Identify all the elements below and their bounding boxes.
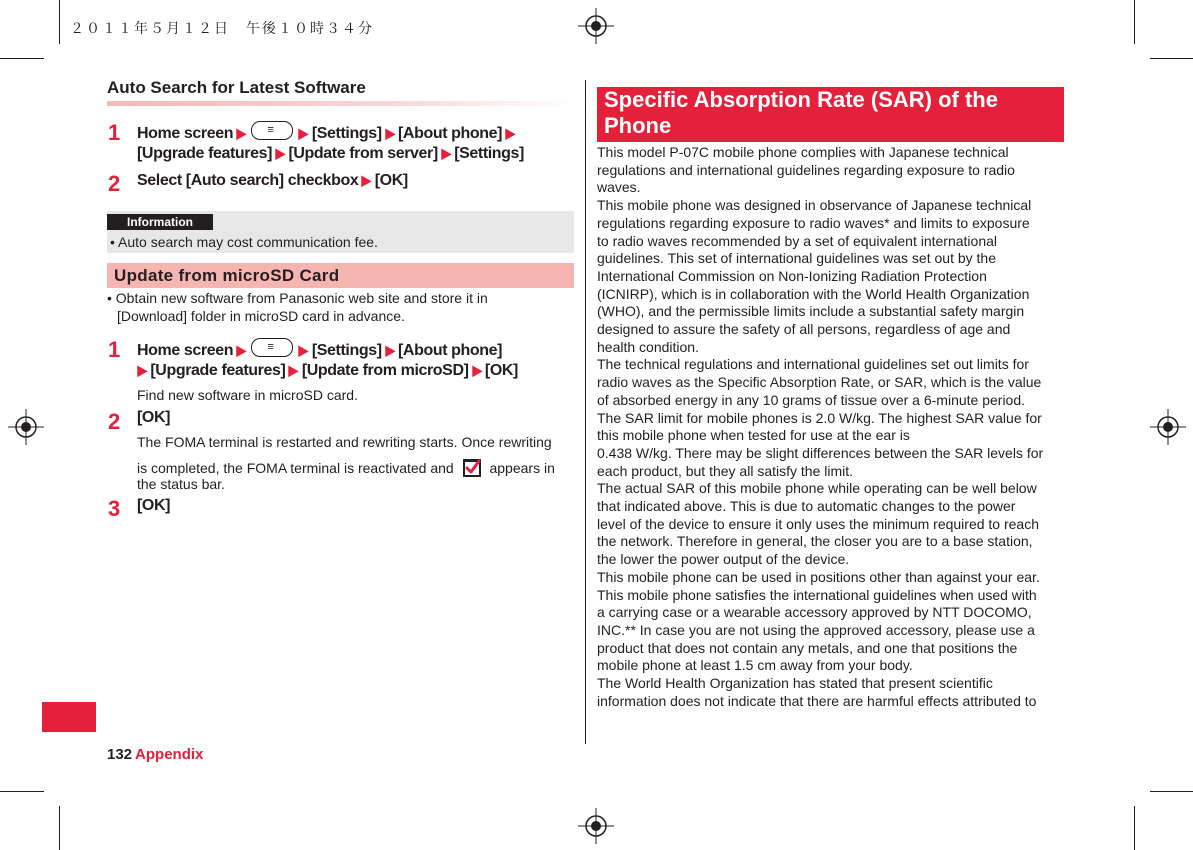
step-instruction xyxy=(137,172,408,190)
sar-body-line: level of the device to ensure it only uses the minimum required to reach xyxy=(597,515,1040,532)
information-label: Information xyxy=(107,214,213,230)
sar-body-line: This model P-07C mobile phone complies with Japanese technical xyxy=(597,144,1009,160)
sar-section-title xyxy=(604,87,1054,139)
arrow-right-icon: ▶ xyxy=(288,362,299,378)
step-note xyxy=(137,458,555,478)
crop-mark xyxy=(59,0,60,44)
column-divider xyxy=(585,80,586,744)
section-title: Auto Search for Latest Software xyxy=(107,78,366,97)
menu-key-icon: ≡ xyxy=(251,121,293,140)
step-number: 2 xyxy=(108,171,121,196)
bullet-text: [Download] folder in microSD card in advance. xyxy=(117,308,405,324)
step-number: 3 xyxy=(108,496,121,521)
arrow-right-icon: ▶ xyxy=(361,172,372,188)
crop-mark xyxy=(1134,0,1135,44)
step-instruction: [OK] xyxy=(137,409,171,426)
sar-body-line: The technical regulations and international guidelines set out limits for xyxy=(597,356,1029,373)
sar-body-line: radio waves as the Specific Absorption Rate, or SAR, which is the value xyxy=(597,374,1042,391)
arrow-right-icon: ▶ xyxy=(236,342,246,358)
sar-body-line: (ICNIRP), which is in collaboration with the World Health Organization xyxy=(597,285,1030,302)
sar-body-line: product that does not contain any metals, and one that positions the xyxy=(597,639,1018,656)
step-text: Home screen xyxy=(137,125,234,142)
sar-body-line: This mobile phone satisfies the international guidelines when used with xyxy=(597,586,1037,603)
crop-mark xyxy=(1150,58,1193,59)
sar-body-line: each product, but they all satisfy the limit. xyxy=(597,462,854,479)
crop-mark xyxy=(1134,806,1135,850)
print-timestamp: ２０１１年５月１２日 午後１０時３４分 xyxy=(70,21,374,37)
step-instruction xyxy=(137,145,524,163)
sar-body-line: This mobile phone was designed in observance of Japanese technical xyxy=(597,197,1032,214)
update-complete-icon xyxy=(462,458,482,478)
page-footer xyxy=(107,746,203,763)
step-note-text: appears in xyxy=(489,460,555,476)
step-text: [Update from server] xyxy=(288,145,438,162)
page-number: 132 xyxy=(107,746,133,763)
sar-body-line: that indicated above. This is due to automatic changes to the power xyxy=(597,498,1016,515)
sar-body-line: the network. Therefore in general, the closer you are to a base station, xyxy=(597,533,1033,550)
sar-body-line: waves. xyxy=(597,179,641,196)
subsection-title: Update from microSD Card xyxy=(114,266,340,285)
registration-mark-icon xyxy=(1150,409,1186,445)
arrow-right-icon: ▶ xyxy=(275,145,285,161)
crop-mark xyxy=(59,806,60,850)
sar-title-line: Specific Absorption Rate (SAR) of the xyxy=(604,87,998,112)
sar-body-line: health condition. xyxy=(597,338,699,355)
sar-body-line: INC.** In case you are not using the approved accessory, please use a xyxy=(597,621,1035,638)
registration-mark-icon xyxy=(578,8,614,44)
section-name: Appendix xyxy=(135,746,204,763)
arrow-right-icon: ▶ xyxy=(441,145,451,161)
arrow-right-icon: ▶ xyxy=(472,362,482,378)
sar-body-line: a carrying case or a wearable accessory approved by NTT DOCOMO, xyxy=(597,604,1032,621)
step-text: [Upgrade features] xyxy=(137,145,273,162)
registration-mark-icon xyxy=(8,409,44,445)
sar-body-text xyxy=(597,144,1067,711)
arrow-right-icon: ▶ xyxy=(385,125,395,141)
step-instruction xyxy=(134,362,518,380)
crop-mark xyxy=(1150,791,1193,792)
sar-body-line: (WHO), and the permissible limits include a substantial safety margin xyxy=(597,303,1025,320)
sar-body-line: of absorbed energy in any 10 grams of tissue over a 6-minute period. xyxy=(597,391,1026,408)
arrow-right-icon: ▶ xyxy=(137,362,147,378)
bullet-text: • Obtain new software from Panasonic web site and store it in xyxy=(107,290,488,306)
sar-body-line: The World Health Organization has stated that present scientific xyxy=(597,675,993,692)
crop-mark xyxy=(0,791,44,792)
step-number: 2 xyxy=(108,409,121,434)
step-text: [Update from microSD] xyxy=(301,362,469,379)
step-note: the status bar. xyxy=(137,476,225,492)
step-number: 1 xyxy=(108,120,121,145)
arrow-right-icon: ▶ xyxy=(236,125,246,141)
sar-title-line: Phone xyxy=(604,113,672,138)
step-text: [Settings] xyxy=(454,145,524,162)
section-title-underline xyxy=(107,101,575,106)
step-text: Home screen xyxy=(137,342,234,359)
step-text: [OK] xyxy=(374,172,408,189)
arrow-right-icon: ▶ xyxy=(298,125,309,141)
sar-body-line: regulations regarding exposure to radio waves* and limits to exposure xyxy=(597,214,1030,231)
information-text: • Auto search may cost communication fee. xyxy=(110,234,378,250)
step-text: [OK] xyxy=(484,362,518,379)
menu-key-icon: ≡ xyxy=(251,338,293,357)
arrow-right-icon: ▶ xyxy=(505,125,515,141)
step-text: [About phone] xyxy=(398,125,503,142)
sar-body-line: mobile phone at least 1.5 cm away from your body. xyxy=(597,657,913,674)
step-instruction xyxy=(137,338,502,360)
registration-mark-icon xyxy=(578,808,614,844)
sar-body-line: information does not indicate that there are harmful effects attributed to xyxy=(597,692,1037,709)
step-text: [Settings] xyxy=(311,125,382,142)
sar-body-line: guidelines. This set of international guidelines was set out by the xyxy=(597,250,996,267)
sar-body-line: the lower the power output of the device. xyxy=(597,551,850,568)
sar-body-line: designed to assure the safety of all persons, regardless of age and xyxy=(597,321,1011,338)
arrow-right-icon: ▶ xyxy=(298,342,309,358)
sar-body-line: 0.438 W/kg. There may be slight differences between the SAR levels for xyxy=(597,444,1044,461)
step-text: Select [Auto search] checkbox xyxy=(137,172,359,189)
arrow-right-icon: ▶ xyxy=(385,342,395,358)
index-tab xyxy=(42,702,96,732)
sar-body-line: International Commission on Non-Ionizing Radiation Protection xyxy=(597,267,987,284)
sar-body-line: The SAR limit for mobile phones is 2.0 W/kg. The highest SAR value for xyxy=(597,409,1042,426)
sar-body-line: The actual SAR of this mobile phone while operating can be well below xyxy=(597,480,1037,497)
sar-body-line: regulations and international guidelines regarding exposure to radio xyxy=(597,161,1015,178)
crop-mark xyxy=(0,58,44,59)
step-instruction xyxy=(137,121,518,143)
step-text: [Settings] xyxy=(311,342,382,359)
sar-body-line: to radio waves recommended by a set of equivalent international xyxy=(597,232,998,249)
sar-body-line: this mobile phone when tested for use at the ear is xyxy=(597,427,910,444)
step-note-text: is completed, the FOMA terminal is reactivated and xyxy=(137,460,454,476)
step-note: Find new software in microSD card. xyxy=(137,387,358,403)
step-instruction: [OK] xyxy=(137,497,171,514)
step-text: [Upgrade features] xyxy=(150,362,286,379)
step-number: 1 xyxy=(108,337,121,362)
sar-body-line: This mobile phone can be used in positions other than against your ear. xyxy=(597,568,1040,585)
step-text: [About phone] xyxy=(398,342,503,359)
step-note: The FOMA terminal is restarted and rewriting starts. Once rewriting xyxy=(137,434,552,450)
